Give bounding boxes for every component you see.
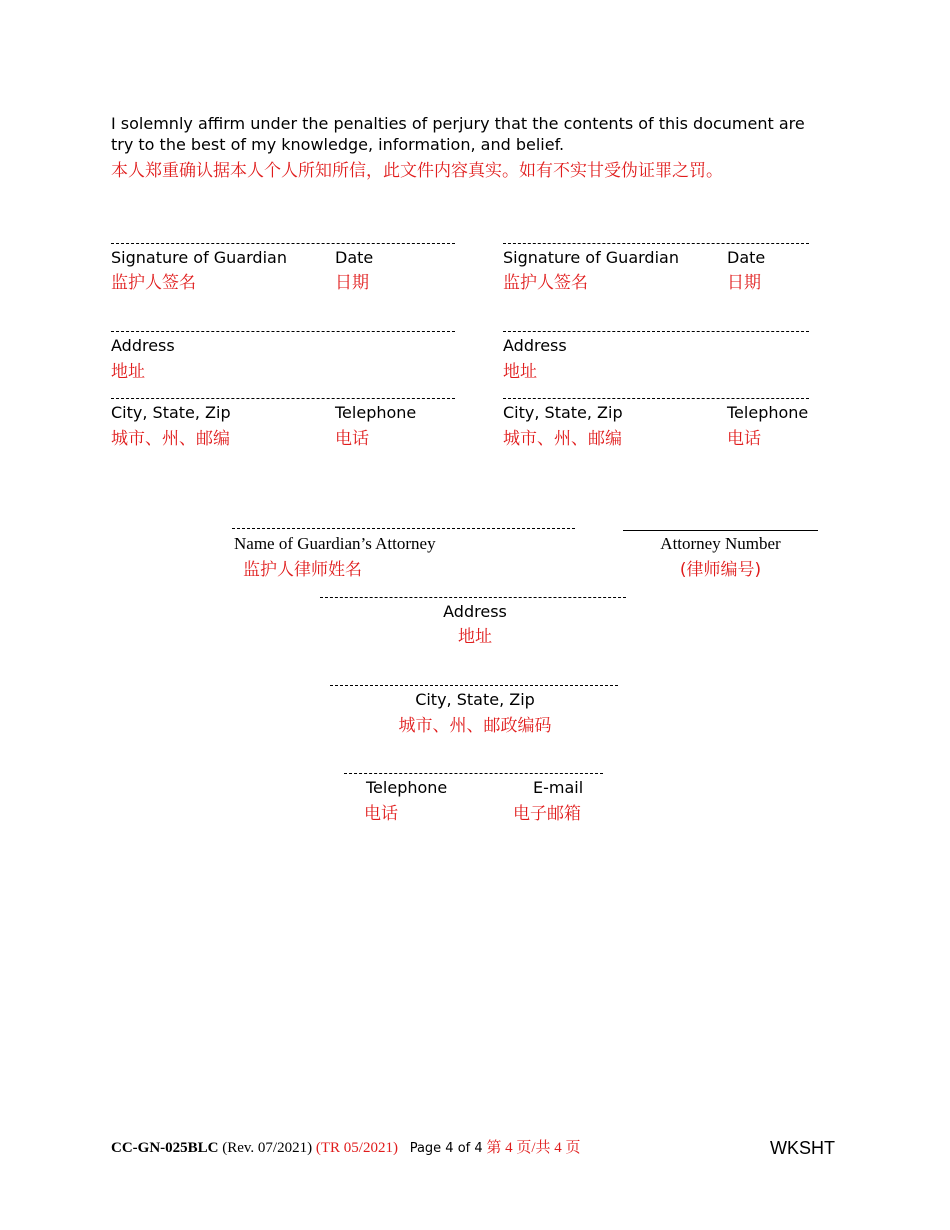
attorney-address-label-zh: 地址 [458, 627, 492, 647]
form-id: CC-GN-025BLC [111, 1140, 219, 1156]
guardian-2-address-label: Address [503, 336, 567, 355]
translation-revision: (TR 05/2021) [315, 1140, 398, 1156]
guardian-1-address-line[interactable] [111, 331, 455, 332]
attorney-name-label-zh: 监护人律师姓名 [243, 560, 362, 580]
guardian-1-date-label-zh: 日期 [335, 273, 369, 293]
guardian-1-signature-line[interactable] [111, 243, 455, 244]
attorney-city-label: City, State, Zip [415, 690, 535, 709]
guardian-1-city-label-zh: 城市、州、邮编 [111, 429, 230, 449]
guardian-2-city-line[interactable] [503, 398, 809, 399]
attorney-name-label: Name of Guardian’s Attorney [234, 534, 436, 553]
guardian-2-signature-label: Signature of Guardian [503, 248, 679, 267]
attorney-contact-line[interactable] [344, 773, 603, 774]
guardian-2-date-label-zh: 日期 [727, 273, 761, 293]
guardian-1-date-label: Date [335, 248, 374, 267]
guardian-1-address-label-zh: 地址 [111, 362, 145, 382]
guardian-1-telephone-label: Telephone [335, 403, 417, 422]
attorney-telephone-label: Telephone [366, 778, 448, 797]
attorney-number-label-zh: (律师编号) [679, 560, 762, 580]
attorney-address-label: Address [443, 602, 507, 621]
guardian-2-signature-label-zh: 监护人签名 [503, 273, 588, 293]
form-revision: (Rev. 07/2021) [222, 1140, 313, 1156]
page-number-zh: 第 4 页/共 4 页 [486, 1140, 581, 1156]
guardian-2-telephone-label: Telephone [727, 403, 809, 422]
page-number: Page 4 of 4 [409, 1141, 483, 1156]
affirmation-text-zh: 本人郑重确认据本人个人所知所信，此文件内容真实。如有不实甘受伪证罪之罚。 [111, 161, 723, 181]
guardian-2-signature-line[interactable] [503, 243, 809, 244]
attorney-email-label: E-mail [533, 778, 584, 797]
attorney-telephone-label-zh: 电话 [364, 804, 398, 824]
attorney-name-line[interactable] [232, 528, 575, 529]
attorney-number-label: Attorney Number [660, 534, 781, 553]
guardian-2-address-line[interactable] [503, 331, 809, 332]
attorney-city-label-zh: 城市、州、邮政编码 [398, 716, 552, 736]
guardian-1-signature-label: Signature of Guardian [111, 248, 287, 267]
guardian-2-city-label: City, State, Zip [503, 403, 623, 422]
attorney-address-line[interactable] [320, 597, 626, 598]
attorney-email-label-zh: 电子邮箱 [513, 804, 581, 824]
guardian-1-signature-label-zh: 监护人签名 [111, 273, 196, 293]
guardian-1-address-label: Address [111, 336, 175, 355]
guardian-1-city-line[interactable] [111, 398, 455, 399]
guardian-1-telephone-label-zh: 电话 [335, 429, 369, 449]
footer-left [111, 1136, 581, 1157]
guardian-2-address-label-zh: 地址 [503, 362, 537, 382]
guardian-2-telephone-label-zh: 电话 [727, 429, 761, 449]
guardian-1-city-label: City, State, Zip [111, 403, 231, 422]
attorney-number-line[interactable] [623, 530, 818, 531]
guardian-2-date-label: Date [727, 248, 766, 267]
guardian-2-city-label-zh: 城市、州、邮编 [503, 429, 622, 449]
form-code: WKSHT [770, 1138, 835, 1158]
affirmation-text: I solemnly affirm under the penalties of perjury that the contents of this document are try to the best of my knowledge, information, and belief. [111, 114, 805, 154]
attorney-city-line[interactable] [330, 685, 618, 686]
